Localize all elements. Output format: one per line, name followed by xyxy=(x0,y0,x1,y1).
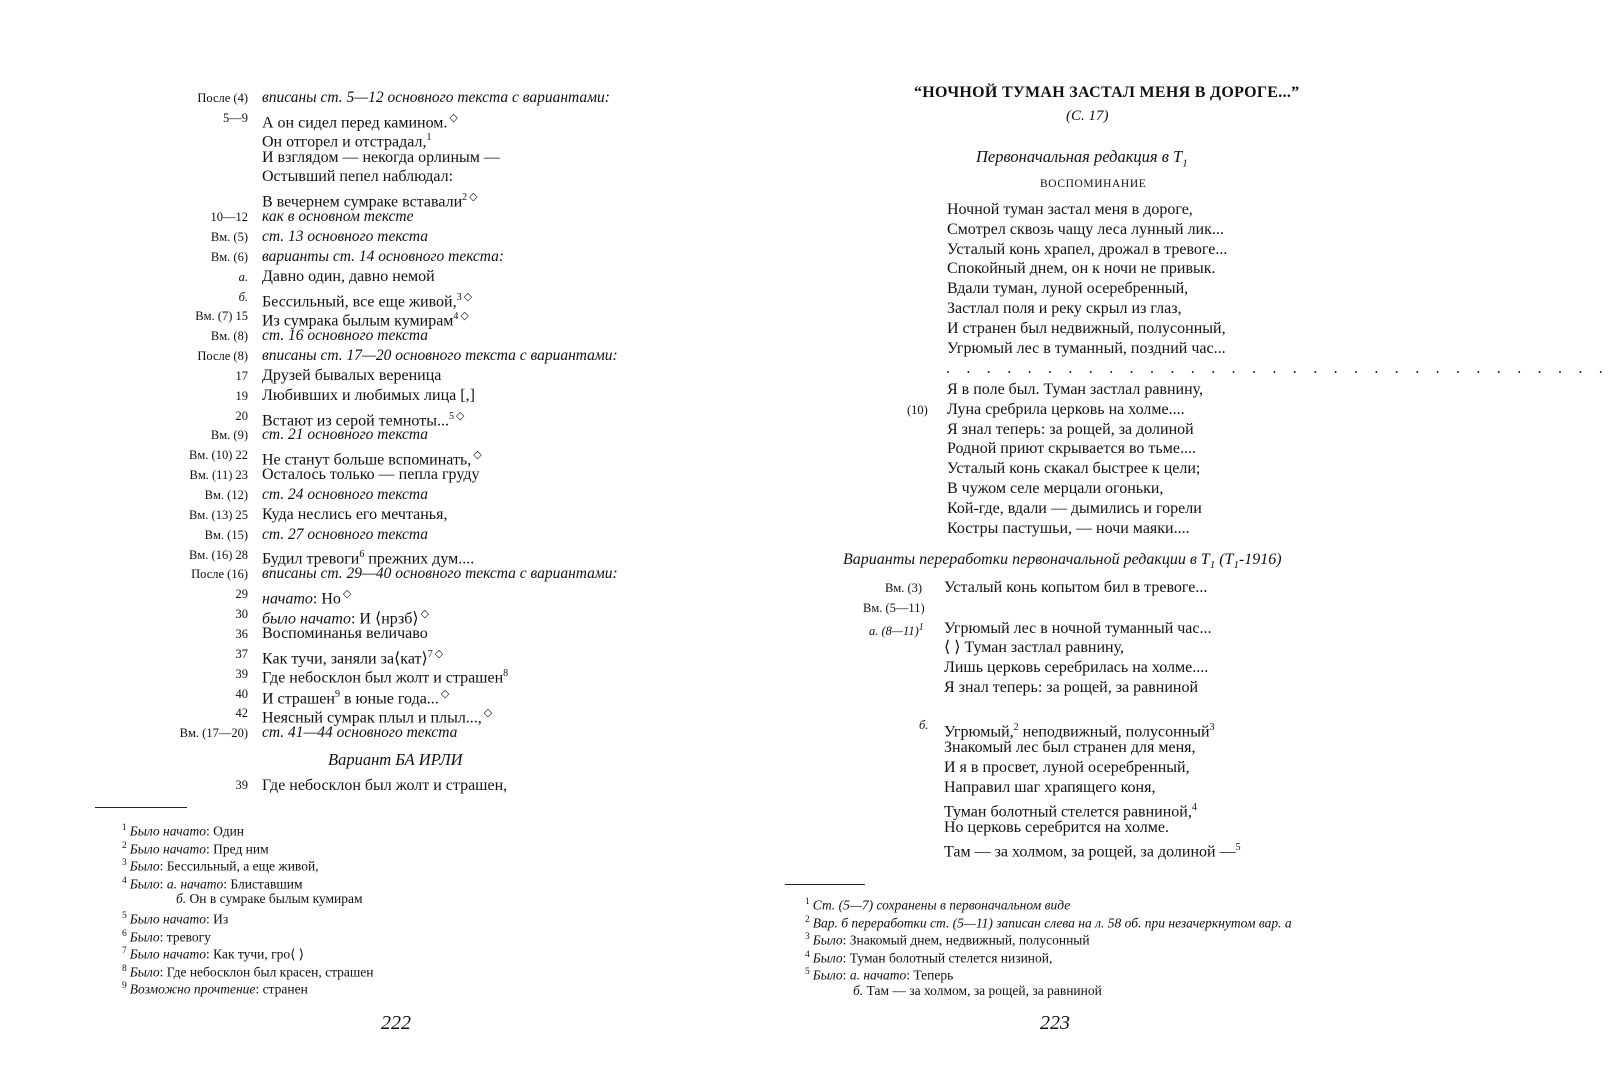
poem-line: Застлал поля и реку скрыл из глаз, xyxy=(947,300,1182,317)
footnote-number: 5 xyxy=(805,967,810,978)
variant-line-text: Воспоминанья величаво xyxy=(262,624,428,642)
line-label: 40 xyxy=(235,686,248,701)
variant-line xyxy=(262,425,428,445)
note-ref: 7 xyxy=(427,648,433,660)
footnote xyxy=(805,947,1052,967)
variant-line xyxy=(262,88,610,108)
footnote-text: : Туман болотный стелется низиной, xyxy=(842,950,1053,966)
variant-line-text: Как тучи, заняли за⟨кат⟩ xyxy=(262,650,428,668)
variant-line-text: ст. 16 основного текста xyxy=(262,327,429,345)
footnote xyxy=(122,838,269,858)
page-number: 222 xyxy=(381,1012,411,1034)
poem-heading: “НОЧНОЙ ТУМАН ЗАСТАЛ МЕНЯ В ДОРОГЕ...” xyxy=(914,84,1300,101)
footnote-number: 7 xyxy=(122,946,127,957)
poem-line: Смотрел сквозь чащу леса лунный лик... xyxy=(947,220,1224,238)
poem-line: И странен был недвижный, полусонный, xyxy=(947,319,1226,337)
variant-line xyxy=(262,247,504,267)
line-label: Вм. (16) 28 xyxy=(189,547,248,562)
note-ref: 4 xyxy=(1191,802,1197,813)
poem-line: Усталый конь храпел, дрожал в тревоге... xyxy=(947,240,1228,258)
footnote-text: : Один xyxy=(206,823,245,839)
poem-line: В чужом селе мерцали огоньки, xyxy=(947,480,1164,497)
variant-b-text-cont: неподвижный, полусонный xyxy=(1018,723,1210,741)
footnote-number: 4 xyxy=(122,875,127,886)
variant-line-text: ст. 13 основного текста xyxy=(262,227,429,245)
variant-line-text: Из сумрака былым кумирам xyxy=(262,312,454,330)
footnote-italic: Было xyxy=(129,929,160,945)
edition-heading-text: Первоначальная редакция в T xyxy=(976,147,1183,166)
line-label: б. xyxy=(238,289,248,304)
variant-line xyxy=(262,386,475,406)
variant-line-text: вписаны ст. 29—40 основного текста с вариантами: xyxy=(262,565,618,583)
footnote-text: : xyxy=(842,967,850,983)
footnote-italic-2: а. начато xyxy=(166,876,224,892)
variant-line: ⟨ ⟩ Туман застлал равнину, xyxy=(944,639,1124,656)
variant-b-text: И я в просвет, луной осеребренный, xyxy=(944,759,1190,776)
line-number-10: (10) xyxy=(907,403,928,417)
variant-line-text: ст. 27 основного текста xyxy=(262,525,429,543)
line-label: 20 xyxy=(235,408,248,423)
variant-line xyxy=(262,505,447,525)
variant-line xyxy=(262,723,457,743)
note-ref: 4 xyxy=(453,311,459,323)
footnote xyxy=(122,926,211,946)
footnote-number: 5 xyxy=(122,911,127,921)
note-ref: 3 xyxy=(456,291,462,303)
variant-line-text: И страшен xyxy=(262,689,335,707)
variant-line-text: Неясный сумрак плыл и плыл..., xyxy=(262,709,482,727)
note-ref: 8 xyxy=(503,667,509,679)
variant-line-text: Давно один, давно немой xyxy=(262,267,435,285)
line-label: 29 xyxy=(235,587,248,602)
line-label-text: Вм. (5—11) xyxy=(863,601,925,615)
line-label-text: Вм. (3) xyxy=(885,581,923,595)
footnote xyxy=(122,873,303,893)
variant-b-line xyxy=(944,838,1241,862)
variant-b-text: Туман болотный стелется равниной, xyxy=(944,803,1192,821)
footnote-text: : странен xyxy=(255,981,308,997)
footnote xyxy=(122,820,244,840)
variant-b-text: Там — за холмом, за рощей, за долиной — xyxy=(944,843,1236,861)
variant-line xyxy=(262,207,413,227)
footnote-number: 1 xyxy=(122,823,127,833)
variant-line-text: варианты ст. 14 основного текста: xyxy=(262,247,505,265)
poem-line: Спокойный днем, он к ночи не привык. xyxy=(947,260,1216,278)
footnote-text: : xyxy=(159,876,167,892)
line-label: Вм. (12) xyxy=(204,488,248,502)
footnote-italic: Ст. (5—7) сохранены в первоначальном виде xyxy=(812,897,1071,913)
footnote xyxy=(122,908,228,928)
line-label: Вм. (13) 25 xyxy=(189,507,248,522)
note-ref: 3 xyxy=(1209,722,1215,733)
variant-line xyxy=(262,346,618,366)
line-label: Вм. (8) xyxy=(210,329,248,344)
variant-line xyxy=(262,326,428,346)
variants-heading-text: Варианты переработки первоначальной редакции в T xyxy=(843,551,1210,568)
variant-line xyxy=(262,366,441,386)
footnote xyxy=(122,978,308,998)
line-label: 37 xyxy=(235,646,248,661)
footnote xyxy=(805,929,1090,949)
diamond-icon: ◇ xyxy=(449,111,458,124)
footnote-number: 6 xyxy=(122,928,127,939)
note-ref: 9 xyxy=(334,688,340,700)
variant-line-text: вписаны ст. 5—12 основного текста с вариантами: xyxy=(262,89,610,106)
poem-line: Я в поле был. Туман застлал равнину, xyxy=(947,381,1204,398)
diamond-icon: ◇ xyxy=(455,409,465,422)
edition-heading-sub: 1 xyxy=(1182,157,1188,170)
variant-line-text: В вечернем сумраке вставали xyxy=(262,193,463,211)
footnote-italic: Было xyxy=(129,858,160,874)
footnote-text: : Пред ним xyxy=(206,841,269,857)
line-label: 30 xyxy=(235,607,248,622)
footnote-text: : Бессильный, а еще живой, xyxy=(159,858,319,874)
variant-line: Лишь церковь серебрилась на холме.... xyxy=(944,659,1209,676)
diamond-icon: ◇ xyxy=(460,310,469,323)
diamond-icon: ◇ xyxy=(440,687,450,700)
footnote-text-2: : Блиставшим xyxy=(223,876,303,892)
footnote-text: : тревогу xyxy=(159,929,211,945)
line-label: 42 xyxy=(235,706,248,721)
variant-b-label: б. xyxy=(919,718,929,732)
footnote-number: 2 xyxy=(805,914,810,925)
poem-line: Костры пастушьи, — ночи маяки.... xyxy=(947,519,1190,537)
footnote-rule xyxy=(785,884,865,885)
note-ref: 2 xyxy=(462,192,468,204)
variant-line: Я знал теперь: за рощей, за равниной xyxy=(944,679,1199,696)
variant-line-text: Не станут больше вспоминать, xyxy=(262,451,472,469)
line-label: Вм. (6) xyxy=(210,249,248,264)
line-label-text: а. (8—11) xyxy=(869,624,919,639)
variant-row-text: Где небосклон был жолт и страшен, xyxy=(262,777,508,794)
variant-b-text: Знакомый лес был странен для меня, xyxy=(944,739,1196,756)
footnote xyxy=(122,855,319,875)
edition-heading xyxy=(976,147,1188,169)
footnote-number: 3 xyxy=(122,858,127,869)
variant-line xyxy=(262,564,618,584)
note-ref: 1 xyxy=(918,622,924,633)
variant-line-text: : И ⟨нрзб⟩ xyxy=(350,610,419,628)
footnote-italic: Вар. б переработки ст. (5—11) записан слева на л. 58 об. при незачеркнутом вар. а xyxy=(812,915,1292,931)
diamond-icon: ◇ xyxy=(463,290,473,303)
footnote-italic: б. xyxy=(853,983,864,998)
line-label: 39 xyxy=(235,666,248,681)
page-reference: (С. 17) xyxy=(1066,108,1109,124)
line-label: Вм. (7) 15 xyxy=(195,309,248,324)
footnote-italic: Было начато xyxy=(129,946,206,962)
diamond-icon: ◇ xyxy=(434,647,444,660)
footnote-italic: Было xyxy=(812,932,843,948)
note-ref: 5 xyxy=(448,410,454,422)
left-variant-text xyxy=(262,0,722,1080)
footnote xyxy=(122,943,304,963)
variant-b-line xyxy=(944,738,1195,758)
variant-line-text: И взглядом — некогда орлиным — xyxy=(262,148,500,166)
poem-line: Кой-где, вдали — дымились и горели xyxy=(947,499,1202,517)
line-label: 5—9 xyxy=(223,110,248,125)
footnote-text: : Знакомый днем, недвижный, полусонный xyxy=(842,932,1090,948)
variants-heading-tail-sub: 1 xyxy=(1233,559,1239,572)
footnote-text-2: : Теперь xyxy=(906,967,954,983)
variant-b-text: Но церковь серебрится на холме. xyxy=(944,819,1169,836)
footnote-rule xyxy=(95,807,187,808)
footnote-italic: Было xyxy=(812,967,843,983)
diamond-icon: ◇ xyxy=(420,608,430,621)
note-ref: 5 xyxy=(1235,842,1241,853)
footnote-italic: Было начато xyxy=(129,841,206,857)
diamond-icon: ◇ xyxy=(483,707,493,720)
footnote-italic: Возможно прочтение xyxy=(129,981,256,997)
right-page xyxy=(749,0,1609,1080)
variant-line xyxy=(262,148,500,168)
footnote-italic: Было xyxy=(129,964,160,980)
variant-line xyxy=(262,525,428,545)
footnote-number: 3 xyxy=(805,932,810,943)
variant-line xyxy=(262,465,479,485)
note-ref: 1 xyxy=(426,131,432,143)
variant-line-italic: было начато xyxy=(262,610,351,628)
variant-line-text: А он сидел перед камином. xyxy=(262,114,448,132)
page-number: 223 xyxy=(1040,1012,1070,1034)
variant-line-text-cont: в юные года... xyxy=(339,689,439,707)
footnote-number: 1 xyxy=(805,897,810,907)
footnote-text: : Из xyxy=(206,911,229,927)
variant-line-text: Любивших и любимых лица [,] xyxy=(262,386,475,404)
variant-line-text: вписаны ст. 17—20 основного текста с вариантами: xyxy=(262,347,618,365)
line-label: Вм. (10) 22 xyxy=(189,448,248,463)
variant-line-text: Бессильный, все еще живой, xyxy=(262,292,457,310)
line-label: 36 xyxy=(235,626,248,641)
variant-line xyxy=(262,624,428,644)
poem-line: Усталый конь скакал быстрее к цели; xyxy=(947,460,1201,478)
variant-line-italic: начато xyxy=(262,590,313,608)
line-label: Вм. (5) xyxy=(210,229,248,244)
footnote-text: : Как тучи, гро⟨ ⟩ xyxy=(206,946,305,962)
variant-line-text: Друзей бывалых вереница xyxy=(262,366,442,384)
variant-line: Угрюмый лес в ночной туманный час... xyxy=(944,620,1212,637)
variant-line-text: Где небосклон был жолт и страшен xyxy=(262,668,504,686)
line-label: После (16) xyxy=(191,567,248,582)
variants-heading-tail: (T xyxy=(1219,551,1234,568)
variant-line-text: Остывший пепел наблюдал: xyxy=(262,168,454,186)
line-label: После (4) xyxy=(197,91,248,105)
variant-line-text: ст. 21 основного текста xyxy=(262,426,429,444)
diamond-icon: ◇ xyxy=(342,588,352,601)
footnote-italic: Было xyxy=(129,876,160,892)
variant-line-text-cont: прежних дум.... xyxy=(364,549,475,567)
footnote-text: Там — за холмом, за рощей, за равниной xyxy=(863,983,1102,998)
variant-line-text: : Но xyxy=(312,590,341,608)
omission-dots: . . . . . . . . . . . . . . . . . . . . . . . . . . . . . . . . . xyxy=(946,360,1609,377)
line-label: Вм. (11) 23 xyxy=(189,468,248,483)
variant-line xyxy=(262,485,428,505)
variant-b-line xyxy=(944,818,1169,838)
poem-line: Я знал теперь: за рощей, за долиной xyxy=(947,420,1194,438)
footnote xyxy=(122,961,374,981)
variants-heading-tail-end: -1916) xyxy=(1238,551,1282,568)
note-ref: 6 xyxy=(359,548,365,560)
variant-line-text: Куда неслись его мечтанья, xyxy=(262,505,448,523)
variant-ba-irli-heading: Вариант БА ИРЛИ xyxy=(328,750,463,769)
line-label: Вм. (9) xyxy=(210,428,248,443)
poem-line: Вдали туман, луной осеребренный, xyxy=(947,280,1189,298)
variant-line-text: как в основном тексте xyxy=(262,208,414,226)
footnote-text: : Где небосклон был красен, страшен xyxy=(159,964,374,980)
poem-title: ВОСПОМИНАНИЕ xyxy=(1040,178,1147,190)
variant-b-line xyxy=(944,778,1155,798)
variant-line xyxy=(262,227,428,247)
variant-b-line xyxy=(944,758,1190,778)
line-label: 19 xyxy=(235,388,248,403)
variant-line xyxy=(262,267,435,287)
variant-line: Усталый конь копытом бил в тревоге... xyxy=(944,579,1208,596)
variant-row-label-wrap xyxy=(140,775,248,795)
line-label xyxy=(863,601,925,616)
variant-line-text: ст. 41—44 основного текста xyxy=(262,724,458,742)
line-label xyxy=(885,581,922,596)
variants-heading-sub: 1 xyxy=(1209,559,1216,572)
line-label: После (8) xyxy=(197,349,248,364)
note-ref: 2 xyxy=(1013,722,1019,733)
footnote-number: 9 xyxy=(122,981,127,992)
footnote-italic: Было начато xyxy=(129,823,206,839)
variant-line-text: Он отгорел и отстрадал, xyxy=(262,133,427,151)
line-label xyxy=(869,622,924,639)
footnote xyxy=(176,890,363,907)
footnote xyxy=(805,964,953,984)
poem-line: Родной приют скрывается во тьме.... xyxy=(947,440,1196,458)
footnote-number: 8 xyxy=(122,963,127,974)
line-label: 10—12 xyxy=(210,210,248,225)
variants-heading xyxy=(843,551,1282,571)
variant-line-text: ст. 24 основного текста xyxy=(262,486,429,503)
diamond-icon: ◇ xyxy=(469,191,478,204)
footnote xyxy=(853,982,1102,999)
footnote-italic: Было начато xyxy=(129,911,206,927)
variant-b-text: Угрюмый, xyxy=(944,723,1014,741)
footnote-number: 4 xyxy=(805,949,810,960)
line-label: Вм. (17—20) xyxy=(179,726,248,741)
line-label: 17 xyxy=(235,368,248,383)
footnote-italic-2: а. начато xyxy=(849,967,907,983)
variant-line-text: Будил тревоги xyxy=(262,549,360,567)
poem-line: Луна сребрила церковь на холме.... xyxy=(947,400,1185,418)
poem-line: Угрюмый лес в туманный, поздний час... xyxy=(947,339,1226,357)
footnote-italic: б. xyxy=(176,891,187,907)
left-page xyxy=(0,0,749,1080)
variant-row-label: 39 xyxy=(235,778,248,792)
footnote xyxy=(805,912,1292,932)
variant-b-text: Направил шаг храпящего коня, xyxy=(944,779,1156,796)
line-label: а. xyxy=(238,269,248,284)
footnote-italic: Было xyxy=(812,950,843,966)
variant-line-text: Осталось только — пепла груду xyxy=(262,466,480,484)
poem-line: Ночной туман застал меня в дороге, xyxy=(947,201,1193,218)
footnote xyxy=(805,894,1070,914)
diamond-icon: ◇ xyxy=(473,449,482,462)
line-label: Вм. (15) xyxy=(204,527,248,542)
variant-line-text: Встают из серой темноты... xyxy=(262,411,449,429)
footnote-text: Он в сумраке былым кумирам xyxy=(186,891,363,907)
footnote-number: 2 xyxy=(122,840,127,851)
variant-line xyxy=(262,167,453,187)
